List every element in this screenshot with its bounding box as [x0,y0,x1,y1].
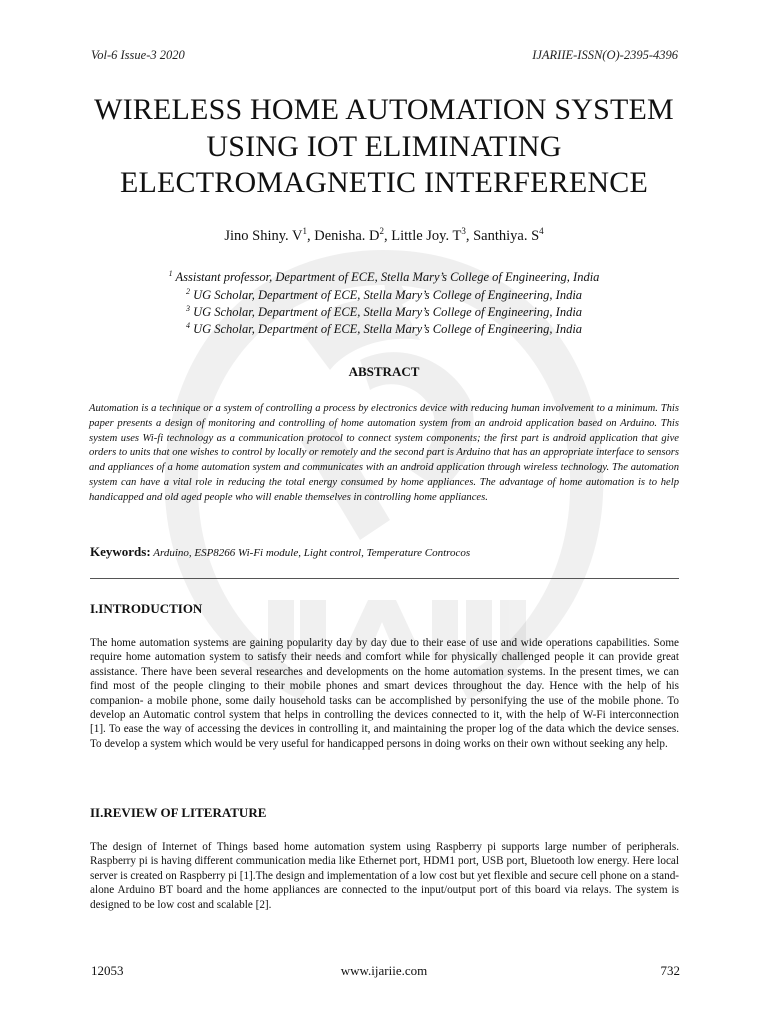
section-heading-introduction: I.INTRODUCTION [90,601,203,616]
keywords [90,544,680,560]
author-name: Little Joy. T [391,227,462,244]
abstract-heading: ABSTRACT [348,364,420,379]
keywords-text: Arduino, ESP8266 Wi-Fi module, Light control, Temperature Controcos [150,547,471,559]
author-name: Santhiya. S [473,227,540,244]
author-name: Denisha. D [314,227,380,244]
abstract-text: Automation is a technique or a system of controlling a process by electronics device with reducing human involvement to a minimum. This paper presents a design of monitoring and controlling of home automation system from an android application based on Arduino. This system uses Wi-fi technology as a communication protocol to connect system components; the first part is android application that give orders to units that one wishes to control by locally or remotely and the second part is Arduino that has an appropriate interface to sensors and appliances of a home automation system and communicates with an android application through wireless technology. The automation system can have a vital role in reducing the total energy consumed by home appliances. The advantage of home automation is to help handicapped and old aged people who will enable themselves in controlling home appliances. [89,403,679,503]
paper-title: WIRELESS HOME AUTOMATION SYSTEM USING IOT ELIMINATING ELECTROMAGNETIC INTERFERENCE [94,93,674,199]
affiliation: $^1$ Assistant professor, Department of ECE, Stella Mary’s College of Engineering, India [168,269,600,285]
affiliation: $^2$ UG Scholar, Department of ECE, Stella Mary’s College of Engineering, India [185,287,583,303]
section-heading-literature-review: II.REVIEW OF LITERATURE [90,805,267,820]
author-list: Jino Shiny. $V^1$, Denisha. $D^2$, Little Joy. $T^3$, Santhiya. $S^4$ [224,226,544,244]
footer-paper-id: 12053 [91,963,124,978]
footer-page-number: 732 [660,963,680,978]
introduction-paragraph: The home automation systems are gaining popularity day by day due to their ease of use and wide operations capabilities. Some require home automation system to satisfy their needs and comfort while for physically challenged people it can provide great assistance. There have been several researches and developments on the home automation systems. In the present times, we can find most of the people clinging to their mobile phones and smart devices throughout the day. Hence with the help of his companion- a mobile phone, some daily household tasks can be accomplished by personifying the use of the mobile phone. To develop an Automatic control system that helps in controlling the devices connected to it, with the help of W-Fi interconnection [1]. To ease the way of accessing the devices in controlling it, and maintaining the proper log of the data which the device senses. To develop a system which would be very useful for handicapped persons in doing works on their own without seeking any help. [90,637,679,750]
affiliation: $^4$ UG Scholar, Department of ECE, Stella Mary’s College of Engineering, India [185,321,583,337]
author-sup: 2 [379,226,384,236]
author-name: Jino Shiny. V [224,227,303,244]
author-sup: 1 [302,226,307,236]
affiliation: $^3$ UG Scholar, Department of ECE, Stella Mary’s College of Engineering, India [185,304,583,320]
keywords-label: Keywords: [90,544,151,559]
literature-review-paragraph: The design of Internet of Things based home automation system using Raspberry pi supports large number of peripherals. Raspberry pi is having different communication media like Ethernet port, HDM1 port, USB port, Bluetooth low energy. Here local server is created on Raspberry pi [1].The design and implementation of a low cost but yet flexible and secure cell phone on a stand-alone Arduino BT board and the home appliances are connected to the input/output port of this board via relays. The system is designed to be low cost and scalable [2]. [90,841,680,911]
footer-website-link[interactable]: www.ijariie.com [340,963,428,978]
section-divider [90,578,679,579]
header-issn: IJARIIE-ISSN(O)-2395-4396 [532,48,678,62]
header-volume: Vol-6 Issue-3 2020 [91,48,185,62]
author-sup: 3 [461,226,466,236]
author-sup: 4 [539,226,544,236]
